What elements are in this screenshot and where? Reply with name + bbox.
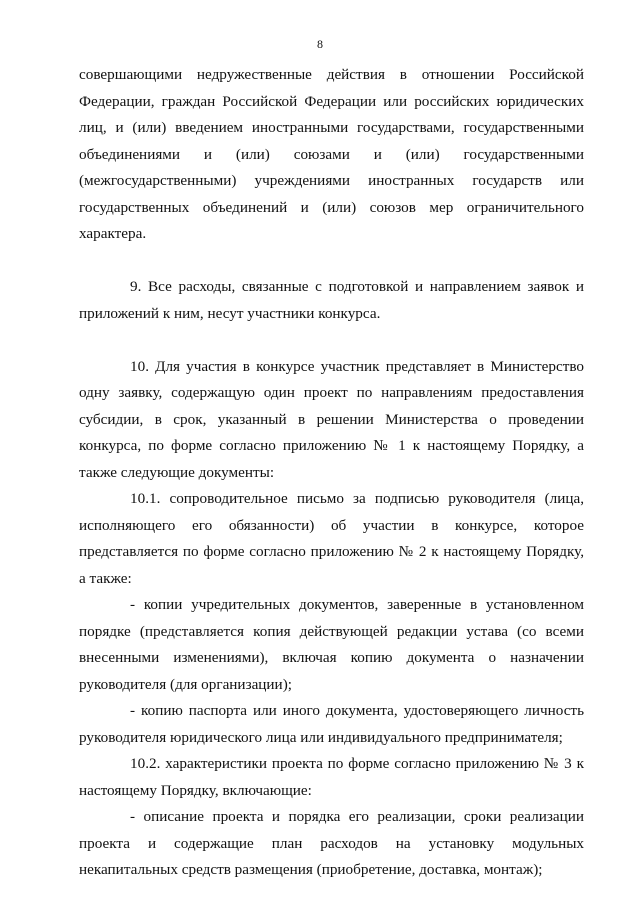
paragraph-clause-10-2: 10.2. характеристики проекта по форме согласно приложению № 3 к настоящему Порядку, включающие: bbox=[79, 755, 584, 799]
paragraph-continuation: совершающими недружественные действия в отношении Российской Федерации, граждан Российской Федерации или российских юридических лиц, и (или) введением иностранными государствами, государственными объединениями и (или) союзами и (или) государственными (межгосударственными) учреждениями иностранных государств или государственных объединений и (или) союзов мер ограничительного характера. bbox=[79, 66, 584, 242]
paragraph-clause-10-1: 10.1. сопроводительное письмо за подписью руководителя (лица, исполняющего его обязанности) об участии в конкурсе, которое представляется по форме согласно приложению № 2 к настоящему Порядку, а также: bbox=[79, 490, 584, 587]
list-item-founding-documents: - копии учредительных документов, заверенные в установленном порядке (представляется копия действующей редакции устава (со всеми внесенными изменениями), включая копию документа о назначении руководителя (для организации); bbox=[79, 596, 584, 693]
list-item-passport-copy: - копию паспорта или иного документа, удостоверяющего личность руководителя юридического лица или индивидуального предпринимателя; bbox=[79, 702, 584, 746]
paragraph-clause-9: 9. Все расходы, связанные с подготовкой и направлением заявок и приложений к ним, несут участники конкурса. bbox=[79, 278, 584, 322]
document-body bbox=[79, 62, 584, 884]
paragraph-clause-10: 10. Для участия в конкурсе участник представляет в Министерство одну заявку, содержащую один проект по направлениям предоставления субсидии, в срок, указанный в решении Министерства о проведении конкурса, по форме согласно приложению № 1 к настоящему Порядку, а также следующие документы: bbox=[79, 357, 584, 481]
list-item-project-description: - описание проекта и порядка его реализации, сроки реализации проекта и содержащие план расходов на установку модульных некапитальных средств размещения (приобретение, доставка, монтаж); bbox=[79, 808, 584, 878]
page-number: 8 bbox=[317, 37, 323, 51]
